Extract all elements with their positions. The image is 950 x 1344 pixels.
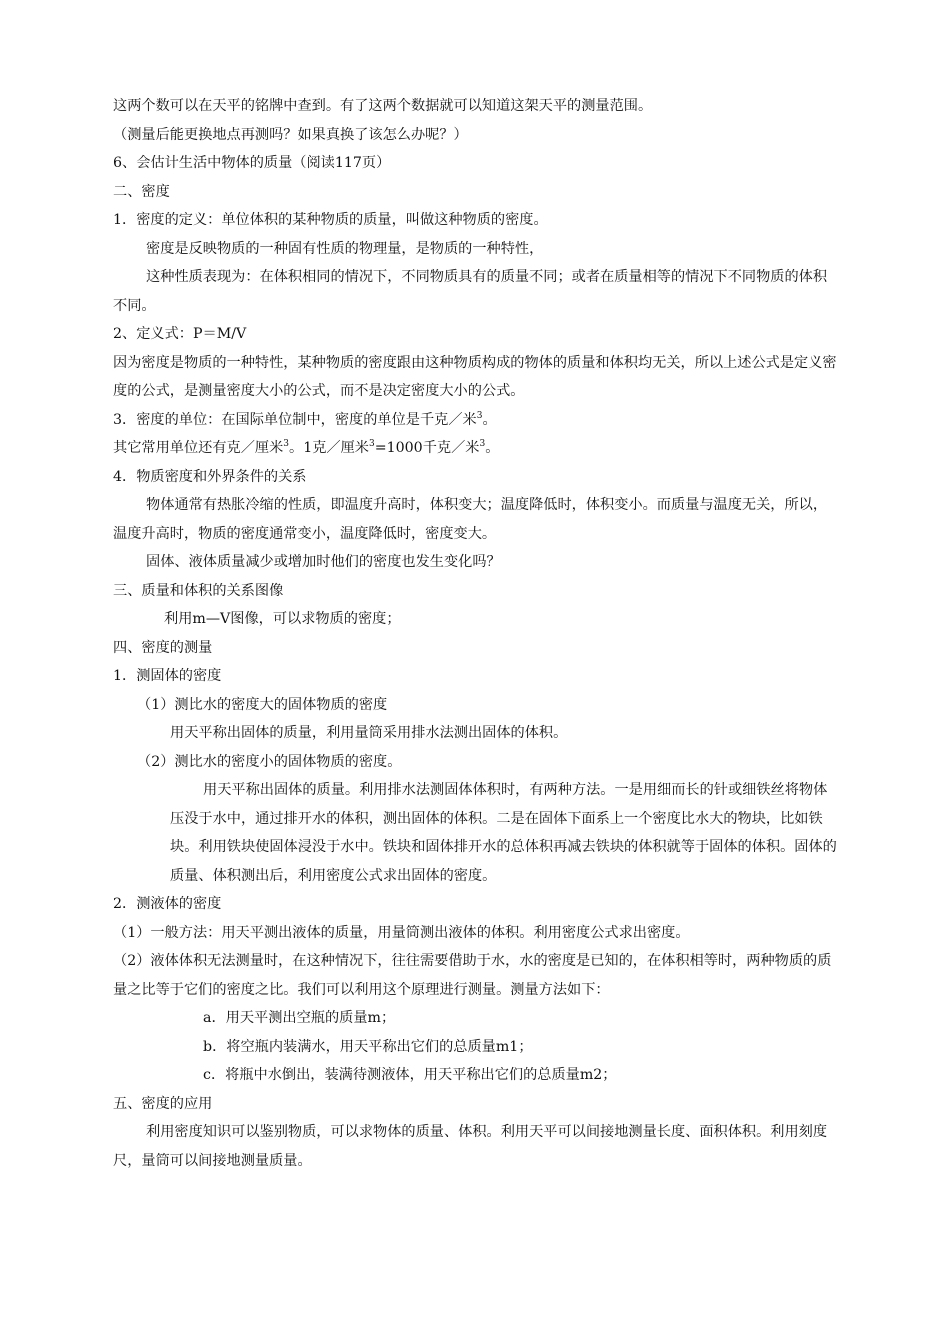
- text-line: 用天平称出固体的质量，利用量筒采用排水法测出固体的体积。: [170, 725, 568, 741]
- paragraph: 物体通常有热胀冷缩的性质，即温度升高时，体积变大；温度降低时，体积变小。而质量与温度无关，所以，温度升高时，物质的密度通常变小，温度降低时，密度变大。: [113, 497, 828, 542]
- text-span: 。1克／厘米: [289, 440, 369, 456]
- unit-line: [113, 406, 841, 435]
- paragraph: （2）液体体积无法测量时，在这种情况下，往往需要借助于水，水的密度是已知的，在体积相等时，两种物质的质量之比等于它们的密度之比。我们可以利用这个原理进行测量。测量方法如下：: [113, 953, 832, 998]
- paragraph: 利用密度知识可以鉴别物质，可以求物体的质量、体积。利用天平可以间接地测量长度、面积体积。利用刻度尺，量筒可以间接地测量质量。: [113, 1124, 828, 1169]
- text-line: （2）测比水的密度小的固体物质的密度。: [137, 753, 402, 770]
- text-line: b．将空瓶内装满水，用天平称出它们的总质量m1；: [203, 1038, 533, 1055]
- superscript: 3: [479, 439, 486, 449]
- section-heading: 二、密度: [113, 183, 170, 200]
- text-line: a．用天平测出空瓶的质量m；: [203, 1010, 396, 1026]
- paragraph: 因为密度是物质的一种特性，某种物质的密度跟由这种物质构成的物体的质量和体积均无关，所以上述公式是定义密度的公式，是测量密度大小的公式，而不是决定密度大小的公式。: [113, 354, 837, 399]
- text-line: 这两个数可以在天平的铭牌中查到。有了这两个数据就可以知道这架天平的测量范围。: [113, 98, 653, 114]
- unit-line: [113, 434, 841, 463]
- text-line: c．将瓶中水倒出，装满待测液体，用天平称出它们的总质量m2；: [203, 1067, 617, 1083]
- text-line: 密度是反映物质的一种固有性质的物理量，是物质的一种特性，: [146, 240, 544, 257]
- text-line: （1）一般方法：用天平测出液体的质量，用量筒测出液体的体积。利用密度公式求出密度。: [113, 924, 690, 941]
- superscript: 3: [283, 439, 289, 449]
- superscript: 3: [476, 410, 483, 421]
- text-span: 。: [482, 411, 497, 428]
- document-page: [113, 92, 841, 1175]
- superscript: 3: [368, 439, 375, 449]
- text-line: 2．测液体的密度: [113, 896, 222, 912]
- section-heading: 五、密度的应用: [113, 1095, 213, 1112]
- text-line: 1．测固体的密度: [113, 668, 222, 684]
- text-line: 固体、液体质量减少或增加时他们的密度也发生变化吗？: [146, 554, 501, 570]
- paragraph: 用天平称出固体的质量。利用排水法测固体体积时，有两种方法。一是用细而长的针或细铁丝将物体压没于水中，通过排开水的体积，测出固体的体积。二是在固体下面系上一个密度比水大的物块，比如铁块。利用铁块使固体浸没于水中。铁块和固体排开水的总体积再减去铁块的体积就等于固体的体积。固体的质量、体积测出后，利用密度公式求出固体的密度。: [170, 782, 837, 884]
- text-line: 4．物质密度和外界条件的关系: [113, 468, 307, 485]
- text-line: 1．密度的定义：单位体积的某种物质的质量，叫做这种物质的密度。: [113, 212, 548, 228]
- text-line: 6、会估计生活中物体的质量（阅读117页）: [113, 155, 391, 171]
- text-span: 。: [485, 440, 500, 456]
- paragraph: 这种性质表现为：在体积相同的情况下，不同物质具有的质量不同；或者在质量相等的情况下不同物质的体积不同。: [113, 269, 828, 314]
- text-span: 3．密度的单位：在国际单位制中，密度的单位是千克／米: [113, 411, 477, 428]
- text-line: （测量后能更换地点再测吗？如果真换了该怎么办呢？）: [113, 126, 468, 143]
- text-span: =1000千克／米: [374, 440, 480, 456]
- text-line: （1）测比水的密度大的固体物质的密度: [137, 696, 388, 713]
- text-line: 利用m—V图像，可以求物质的密度；: [164, 611, 401, 627]
- text-line: 2、定义式：P＝M/V: [113, 326, 247, 342]
- section-heading: 三、质量和体积的关系图像: [113, 582, 284, 599]
- section-heading: 四、密度的测量: [113, 639, 213, 656]
- text-span: 其它常用单位还有克／厘米: [113, 440, 284, 456]
